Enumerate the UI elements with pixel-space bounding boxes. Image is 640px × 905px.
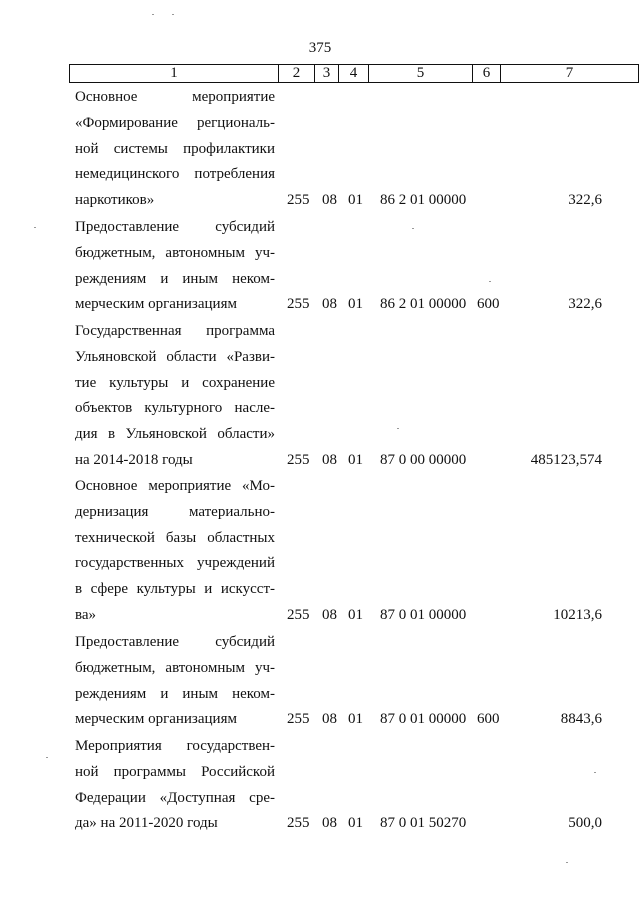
description-line: мерческим организациям xyxy=(75,296,237,313)
page-number: 375 xyxy=(308,40,332,56)
header-col-3: 3 xyxy=(315,64,339,83)
cell-c5: 87 0 01 00000 xyxy=(380,607,467,623)
cell-c2: 255 xyxy=(287,192,310,209)
header-col-6: 6 xyxy=(473,64,501,83)
description-line: на 2014-2018 годы xyxy=(75,451,193,468)
cell-c3: 08 xyxy=(322,296,337,313)
cell-c7: 500,0 xyxy=(568,815,602,832)
scan-speck xyxy=(172,14,174,15)
cell-c7: 10213,6 xyxy=(553,607,602,623)
description-line: Основное мероприятие «Мо- xyxy=(75,478,275,494)
description-line: Предоставление субсидий xyxy=(75,219,275,235)
description-line: дернизация материально- xyxy=(75,503,275,520)
description-line: государственных учреждений xyxy=(75,555,275,572)
description-line: наркотиков» xyxy=(75,192,155,209)
row-description xyxy=(75,474,275,629)
scan-speck xyxy=(412,228,414,229)
scan-speck xyxy=(34,227,36,228)
cell-c4: 01 xyxy=(348,815,363,832)
header-col-7: 7 xyxy=(501,64,639,83)
cell-c2: 255 xyxy=(287,452,310,468)
header-col-4: 4 xyxy=(339,64,369,83)
cell-c3: 08 xyxy=(322,192,337,209)
description-line: ной системы профилактики xyxy=(75,140,275,157)
cell-c6: 600 xyxy=(477,296,500,313)
cell-c4: 01 xyxy=(348,607,363,623)
header-col-5: 5 xyxy=(369,64,473,83)
scan-speck xyxy=(594,772,596,773)
header-col-1: 1 xyxy=(69,64,279,83)
cell-c3: 08 xyxy=(322,711,337,728)
cell-c5: 86 2 01 00000 xyxy=(380,296,467,313)
description-line: немедицинского потребления xyxy=(75,166,275,183)
description-line: Государственная программа xyxy=(75,323,275,339)
cell-c2: 255 xyxy=(287,607,310,623)
description-line: в сфере культуры и искусст- xyxy=(75,581,275,598)
description-line: бюджетным, автономным уч- xyxy=(75,244,275,261)
cell-c3: 08 xyxy=(322,452,337,468)
cell-c3: 08 xyxy=(322,815,337,832)
description-line: мерческим организациям xyxy=(75,711,237,728)
cell-c2: 255 xyxy=(287,815,310,832)
scan-speck xyxy=(566,862,568,863)
cell-c3: 08 xyxy=(322,607,337,623)
cell-c5: 87 0 01 00000 xyxy=(380,711,467,728)
header-col-2: 2 xyxy=(279,64,315,83)
cell-c4: 01 xyxy=(348,452,363,468)
scan-speck xyxy=(489,281,491,282)
cell-c2: 255 xyxy=(287,711,310,728)
row-description xyxy=(75,734,275,837)
description-line: технической базы областных xyxy=(75,529,275,546)
scan-speck xyxy=(46,757,48,758)
description-line: объектов культурного насле- xyxy=(75,400,275,417)
cell-c7: 8843,6 xyxy=(560,711,602,728)
cell-c4: 01 xyxy=(348,711,363,728)
cell-c7: 322,6 xyxy=(568,296,602,313)
description-line: Основное мероприятие xyxy=(75,89,275,105)
description-line: Мероприятия государствен- xyxy=(75,738,275,754)
description-line: Федерации «Доступная сре- xyxy=(75,789,275,806)
description-line: дия в Ульяновской области» xyxy=(75,426,275,443)
description-line: Ульяновской области «Разви- xyxy=(75,348,275,365)
description-line: реждениям и иным неком- xyxy=(75,270,275,287)
row-description xyxy=(75,319,275,474)
cell-c7: 485123,574 xyxy=(530,452,602,468)
row-description xyxy=(75,215,275,318)
cell-c6: 600 xyxy=(477,711,500,728)
description-line: «Формирование регциональ- xyxy=(75,114,275,131)
cell-c5: 87 0 01 50270 xyxy=(380,815,467,832)
cell-c5: 86 2 01 00000 xyxy=(380,192,467,209)
scan-speck xyxy=(397,428,399,429)
description-line: Предоставление субсидий xyxy=(75,634,275,650)
row-description xyxy=(75,630,275,733)
row-description xyxy=(75,85,275,214)
description-line: бюджетным, автономным уч- xyxy=(75,659,275,676)
description-line: ва» xyxy=(75,606,97,623)
cell-c7: 322,6 xyxy=(568,192,602,209)
cell-c4: 01 xyxy=(348,296,363,313)
description-line: реждениям и иным неком- xyxy=(75,685,275,702)
description-line: да» на 2011-2020 годы xyxy=(75,815,218,832)
cell-c4: 01 xyxy=(348,192,363,209)
cell-c2: 255 xyxy=(287,296,310,313)
cell-c5: 87 0 00 00000 xyxy=(380,452,467,468)
description-line: ной программы Российской xyxy=(75,763,275,780)
description-line: тие культуры и сохранение xyxy=(75,374,275,391)
scan-speck xyxy=(152,14,154,15)
